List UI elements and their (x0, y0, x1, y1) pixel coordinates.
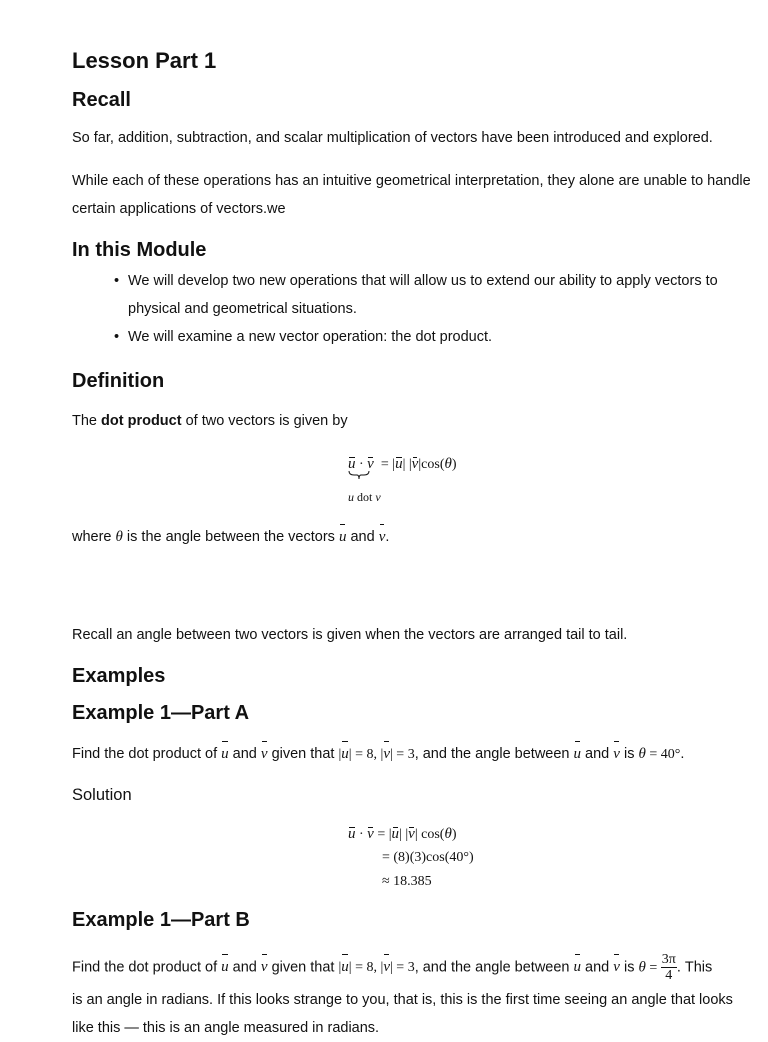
solution-line-2: = (8)(3)cos(40°) (382, 850, 474, 865)
underbrace-label: u dot v (348, 490, 381, 504)
dot-product-term: dot product (101, 413, 182, 429)
solution-line-1: u · v = |u| |v| cos(θ) (348, 826, 457, 842)
solution-label: Solution (72, 786, 132, 804)
dot-product-formula: u · v = |u| |v|cos(θ) (348, 456, 457, 472)
lesson-title: Lesson Part 1 (72, 48, 217, 73)
solution-line-3: ≈ 18.385 (382, 874, 432, 889)
module-bullet-1-line-2: physical and geometrical situations. (128, 301, 357, 317)
example-1b-question: Find the dot product of u and v given that |u| = 8, |v| = 3, and the angle between u and v is θ = $\frac{3\pi}{4}$ . This (72, 952, 713, 983)
module-bullet-1 (114, 267, 754, 323)
module-bullet-1-line-1: We will develop two new operations that will allow us to extend our ability to apply vectors to (128, 273, 718, 289)
definition-heading: Definition (72, 370, 165, 392)
module-bullet-2: • We will examine a new vector operation: the dot product. (114, 323, 754, 351)
recall-heading: Recall (72, 89, 131, 111)
recall-paragraph-2-line-2: certain applications of vectors.we (72, 201, 286, 217)
recall-angle-sentence: Recall an angle between two vectors is given when the vectors are arranged tail to tail. (72, 627, 628, 643)
example-1a-question: Find the dot product of u and v given that |u| = 8, |v| = 3, and the angle between u and v is θ = 40°. (72, 740, 684, 769)
module-heading: In this Module (72, 239, 207, 261)
recall-paragraph-2-line-1: While each of these operations has an intuitive geometrical interpretation, they alone are unable to handle (72, 173, 751, 189)
recall-paragraph-1: So far, addition, subtraction, and scalar multiplication of vectors have been introduced and explored. (72, 130, 713, 146)
example-1b-line-2: is an angle in radians. If this looks strange to you, that is, this is the first time seeing an angle that looks (72, 992, 733, 1008)
example-1b-heading: Example 1—Part B (72, 909, 250, 931)
angle-fraction: $\frac{3\pi}{4}$ (661, 952, 676, 983)
where-theta-sentence: where θ is the angle between the vectors u and v. (72, 523, 389, 551)
definition-intro: The dot product of two vectors is given by (72, 413, 348, 429)
module-bullet-list (114, 267, 754, 351)
examples-heading: Examples (72, 665, 166, 687)
underbrace-icon (348, 470, 370, 480)
example-1b-line-3: like this — this is an angle measured in radians. (72, 1020, 380, 1036)
example-1a-heading: Example 1—Part A (72, 702, 250, 724)
